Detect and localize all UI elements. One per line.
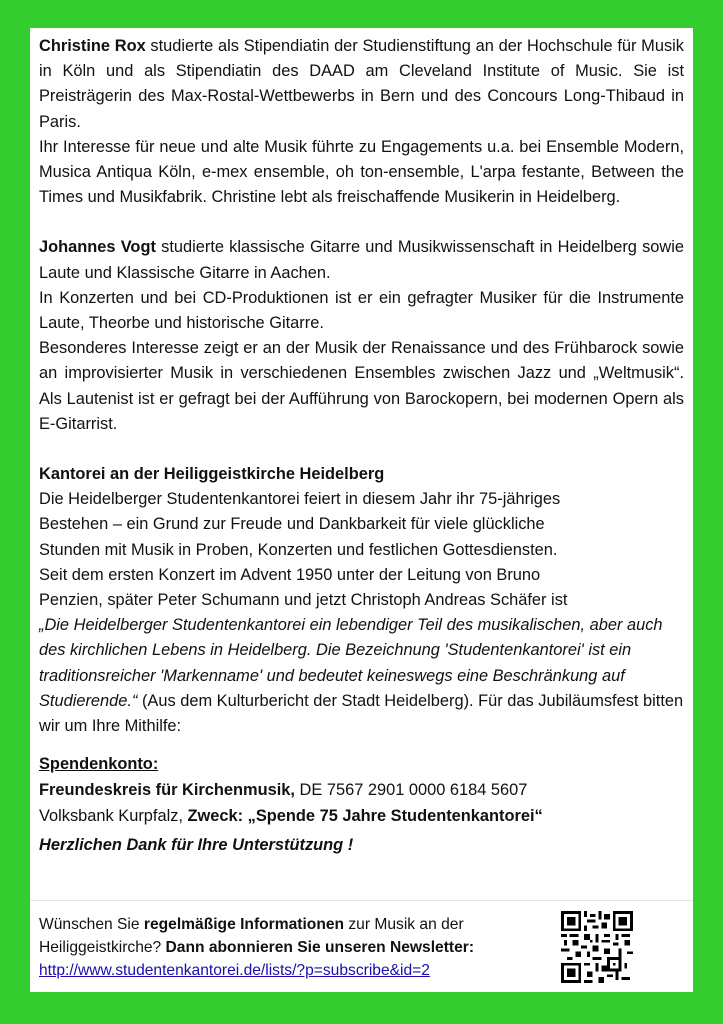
donation-thanks: Herzlichen Dank für Ihre Unterstützung ! bbox=[39, 836, 354, 855]
donation-heading: Spendenkonto: bbox=[39, 755, 159, 774]
donation-bank-line bbox=[39, 803, 684, 829]
newsletter-cta: Dann abonnieren Sie unseren Newsletter: bbox=[165, 939, 475, 956]
newsletter-text-bold: regelmäßige Informationen bbox=[143, 916, 345, 933]
vogt-name: Johannes Vogt bbox=[39, 238, 156, 257]
vogt-text-2: In Konzerten und bei CD-Produktionen ist er ein gefragter Musiker für die Instrumente Laute, Theorbe und historische Gitarre. bbox=[39, 288, 684, 333]
kantorei-line: Stunden mit Musik in Proben, Konzerten und festlichen Gottesdiensten. bbox=[39, 540, 558, 559]
kantorei-line: Die Heidelberger Studentenkantorei feiert in diesem Jahr ihr 75-jähriges bbox=[39, 490, 561, 509]
donation-bank: Volksbank Kurpfalz, bbox=[39, 807, 188, 826]
kantorei-line: Seit dem ersten Konzert im Advent 1950 unter der Leitung von Bruno bbox=[39, 565, 541, 584]
document-page bbox=[30, 28, 693, 992]
newsletter-text: zur Musik an der Heiliggeistkirche? bbox=[39, 916, 464, 956]
donation-iban: DE 7567 2901 0000 6184 5607 bbox=[294, 781, 528, 800]
kantorei-title: Kantorei an der Heiliggeistkirche Heidelberg bbox=[39, 465, 385, 484]
rox-paragraph bbox=[39, 34, 684, 210]
qr-code-icon bbox=[561, 911, 633, 983]
donation-org: Freundeskreis für Kirchenmusik, bbox=[39, 781, 295, 800]
vogt-text-3: Besonderes Interesse zeigt er an der Musik der Renaissance und des Frühbarock sowie an improvisierter Musik in verschiedenen Ensembles zwischen Jazz und „Weltmusik“. Als Lautenist ist er gefragt bei der Aufführung von Barockopern, bei modernen Opern als E-Gitarrist. bbox=[39, 339, 684, 433]
kantorei-line: Bestehen – ein Grund zur Freude und Dankbarkeit für viele glückliche bbox=[39, 515, 545, 534]
donation-block bbox=[39, 751, 684, 858]
newsletter-block bbox=[39, 913, 559, 982]
kantorei-line: Penzien, später Peter Schumann und jetzt Christoph Andreas Schäfer ist bbox=[39, 591, 568, 610]
donation-account bbox=[39, 777, 684, 803]
newsletter-link[interactable]: http://www.studentenkantorei.de/lists/?p=subscribe&id=2 bbox=[39, 962, 430, 979]
rox-name: Christine Rox bbox=[39, 37, 146, 55]
vogt-text: studierte klassische Gitarre und Musikwissenschaft in Heidelberg sowie Laute und Klassische Gitarre in Aachen. bbox=[39, 238, 684, 282]
rox-text: studierte als Stipendiatin der Studienstiftung an der Hochschule für Musik in Köln und als Stipendiatin des DAAD am Cleveland Institute of Music. Sie ist Preisträgerin des Max-Rostal-Wettbewerbs in Bern und des Concours Long-Thibaud in Paris. bbox=[39, 37, 684, 131]
kantorei-quote: „Die Heidelberger Studentenkantorei ein lebendiger Teil des musikalischen, aber auch des kirchlichen Lebens in Heidelberg. Die Bezeichnung 'Studentenkantorei' ist ein traditionsreicher 'Markenname' und bedeutet keineswegs eine Beschränkung auf Studierende.“ bbox=[39, 616, 663, 710]
vogt-paragraph bbox=[39, 235, 684, 437]
rox-text-2: Ihr Interesse für neue und alte Musik führte zu Engagements u.a. bei Ensemble Modern, Musica Antiqua Köln, e-mex ensemble, oh ton-ensemble, L'arpa festante, Between the Times und Musikfabrik. Christine lebt als freischaffende Musikerin in Heidelberg. bbox=[39, 137, 684, 207]
divider bbox=[30, 900, 693, 901]
kantorei-body bbox=[39, 487, 684, 739]
kantorei-after: (Aus dem Kulturbericht der Stadt Heidelberg). Für das Jubiläumsfest bitten wir um Ihre Mithilfe: bbox=[39, 691, 684, 736]
newsletter-text: Wünschen Sie bbox=[39, 916, 144, 933]
donation-purpose: Zweck: „Spende 75 Jahre Studentenkantorei“ bbox=[187, 807, 543, 826]
